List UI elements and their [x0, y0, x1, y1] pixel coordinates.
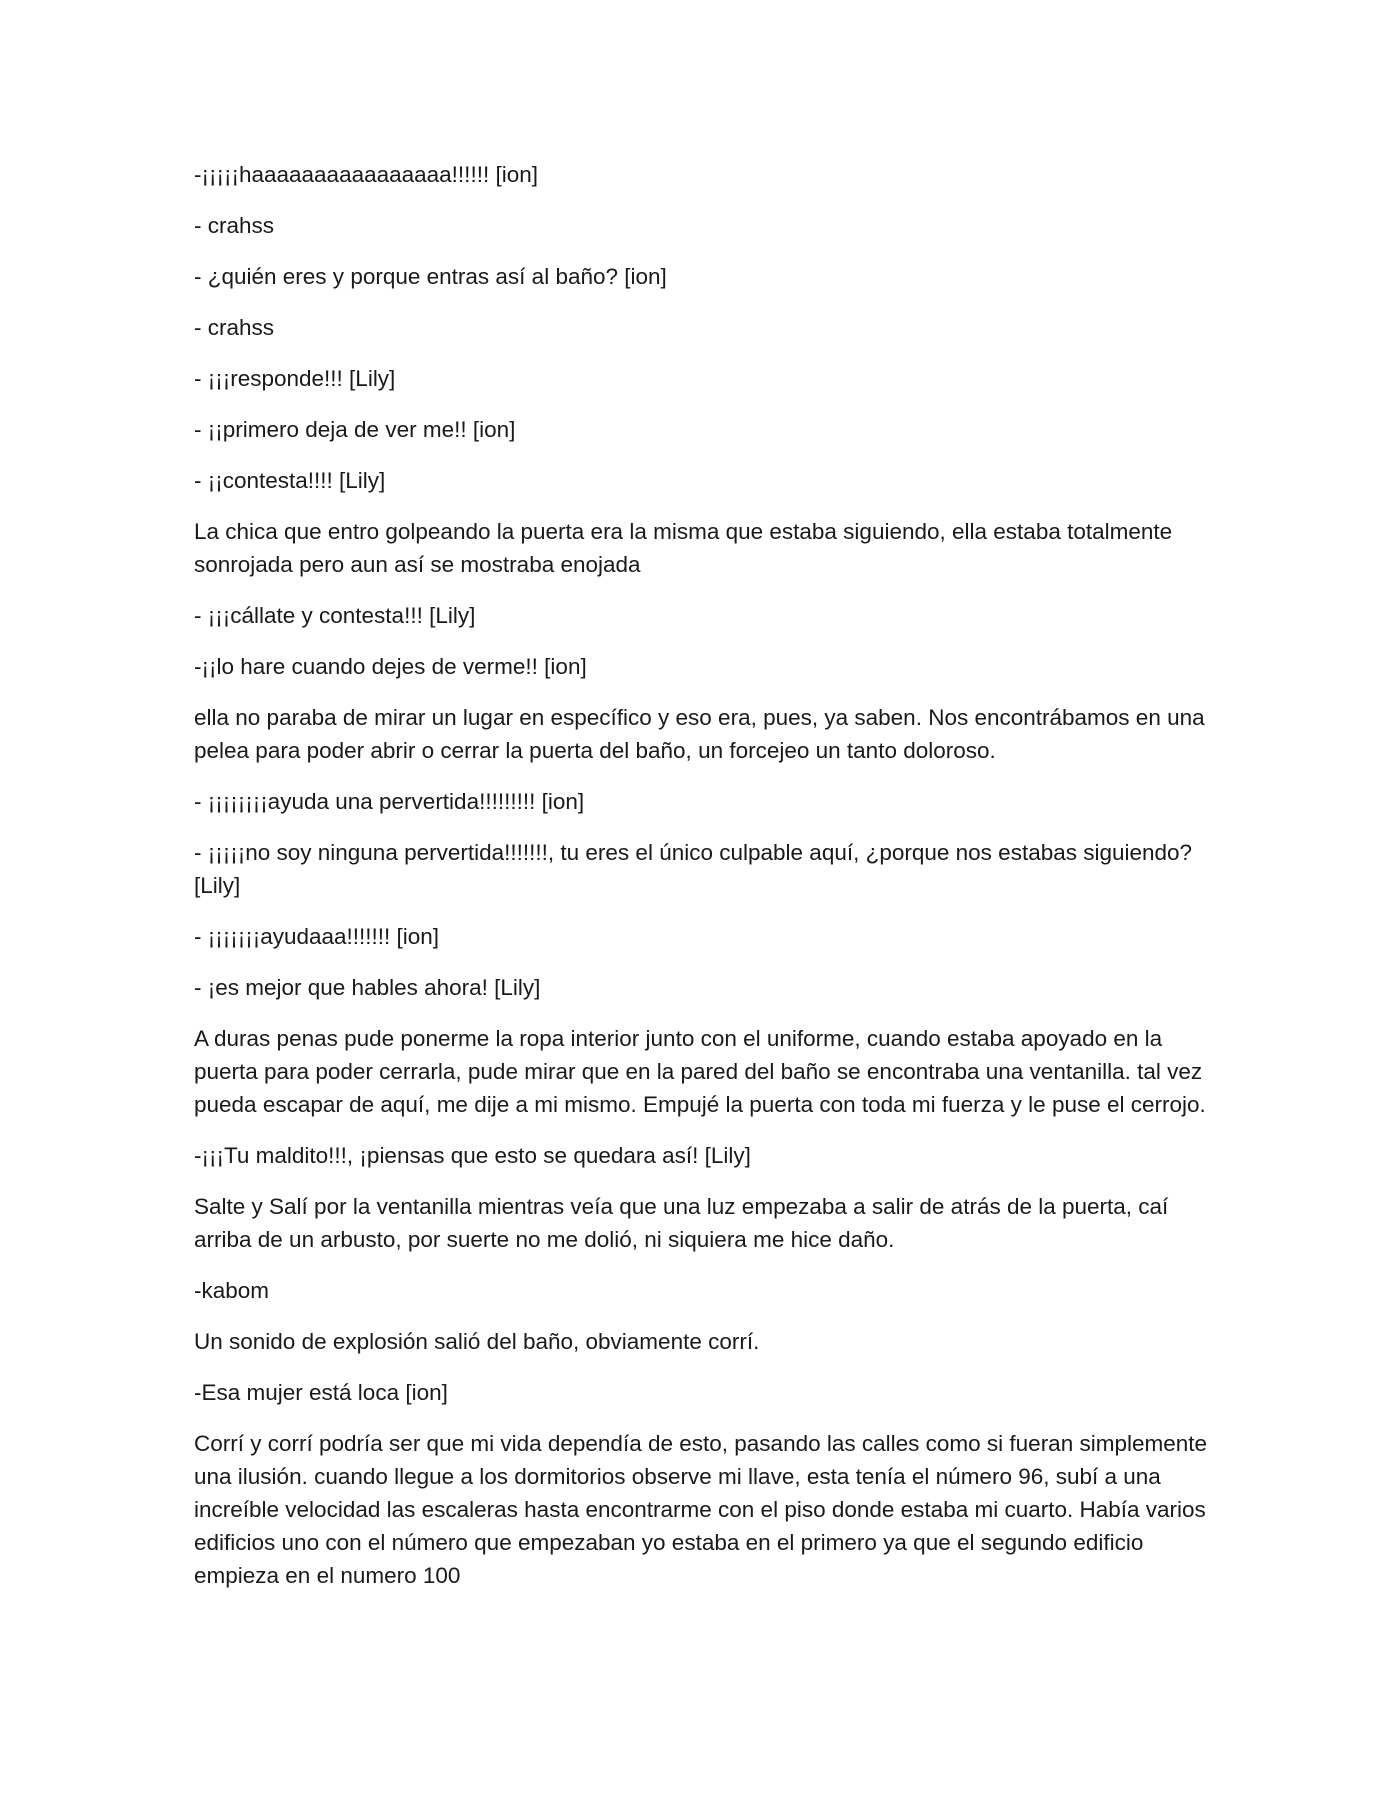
paragraph: -¡¡¡¡¡haaaaaaaaaaaaaaaa!!!!!! [ion] [194, 162, 538, 187]
paragraph: - ¡¡¡¡¡¡¡¡ayuda una pervertida!!!!!!!!! [ion] [194, 789, 585, 814]
paragraph: Un sonido de explosión salió del baño, obviamente corrí. [194, 1329, 760, 1354]
document-body [194, 158, 1214, 1610]
paragraph: ella no paraba de mirar un lugar en específico y eso era, pues, ya saben. Nos encontrábamos en una pelea para poder abrir o cerrar la puerta del baño, un forcejeo un tanto doloroso. [194, 705, 1205, 763]
paragraph: - ¡¡¡responde!!! [Lily] [194, 366, 396, 391]
paragraph: -¡¡lo hare cuando dejes de verme!! [ion] [194, 654, 587, 679]
paragraph: Corrí y corrí podría ser que mi vida dependía de esto, pasando las calles como si fueran simplemente una ilusión. cuando llegue a los dormitorios observe mi llave, esta tenía el número 96, subí a una increíble velocidad las escaleras hasta encontrarme con el piso donde estaba mi cuarto. Había varios edificios uno con el número que empezaban yo estaba en el primero ya que el segundo edificio empieza en el numero 100 [194, 1431, 1208, 1588]
paragraph: - ¡es mejor que hables ahora! [Lily] [194, 975, 541, 1000]
paragraph: La chica que entro golpeando la puerta era la misma que estaba siguiendo, ella estaba totalmente sonrojada pero aun así se mostraba enojada [194, 519, 1173, 577]
paragraph: A duras penas pude ponerme la ropa interior junto con el uniforme, cuando estaba apoyado en la puerta para poder cerrarla, pude mirar que en la pared del baño se encontraba una ventanilla. tal vez pueda escapar de aquí, me dije a mi mismo. Empujé la puerta con toda mi fuerza y le puse el cerrojo. [194, 1026, 1206, 1117]
paragraph: - ¡¡¡¡¡¡¡ayudaaa!!!!!!! [ion] [194, 924, 440, 949]
paragraph: -¡¡¡Tu maldito!!!, ¡piensas que esto se quedara así! [Lily] [194, 1143, 751, 1168]
paragraph: -Esa mujer está loca [ion] [194, 1380, 448, 1405]
paragraph: - crahss [194, 213, 275, 238]
paragraph: -kabom [194, 1278, 270, 1303]
paragraph: - crahss [194, 315, 275, 340]
paragraph: Salte y Salí por la ventanilla mientras veía que una luz empezaba a salir de atrás de la puerta, caí arriba de un arbusto, por suerte no me dolió, ni siquiera me hice daño. [194, 1194, 1169, 1252]
paragraph: - ¡¡¡cállate y contesta!!! [Lily] [194, 603, 476, 628]
paragraph: - ¡¡primero deja de ver me!! [ion] [194, 417, 516, 442]
paragraph: - ¡¡contesta!!!! [Lily] [194, 468, 386, 493]
paragraph: - ¡¡¡¡¡no soy ninguna pervertida!!!!!!!, tu eres el único culpable aquí, ¿porque nos estabas siguiendo? [Lily] [194, 840, 1193, 898]
paragraph: - ¿quién eres y porque entras así al baño? [ion] [194, 264, 667, 289]
